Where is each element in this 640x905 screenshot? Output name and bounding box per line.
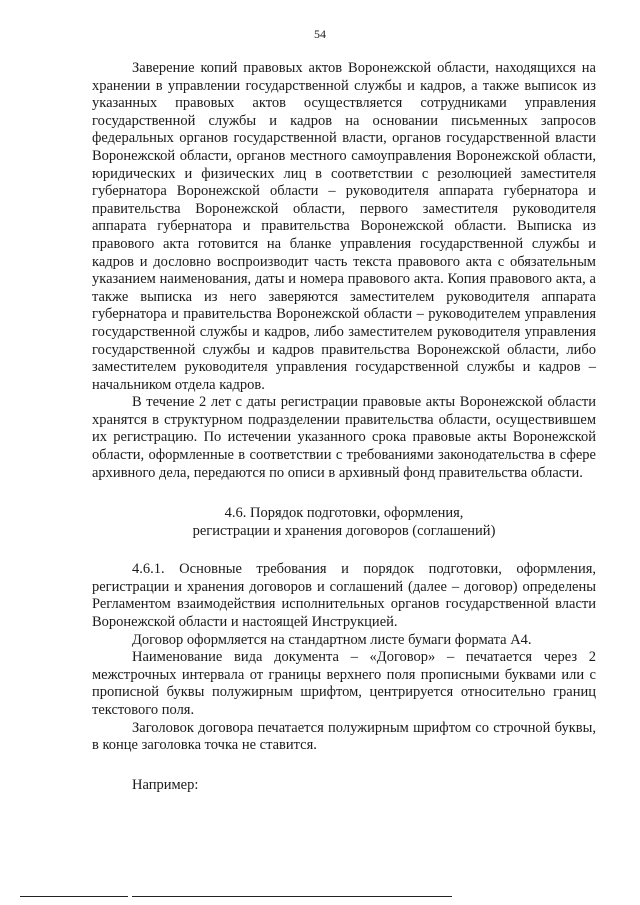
example-label: Например: [132,776,199,793]
page-number: 54 [314,27,326,41]
section-heading-4-6 [92,504,596,540]
footer-rule-right [132,896,452,897]
section-heading-line-2: регистрации и хранения договоров (соглашений) [192,523,496,540]
section-heading-line-1: 4.6. Порядок подготовки, оформления, [224,505,464,522]
footer-rule-left [20,896,128,897]
paragraph-certification-of-copies: Заверение копий правовых актов Воронежской области, находящихся на хранении в управлении государственной службы и кадров, а также выписок из указанных правовых актов осуществляется сотрудниками управления государственной службы и кадров на основании письменных запросов федеральных органов государственной власти, органов государственной власти Воронежской области, органов местного самоуправления Воронежской области, юридических и физических лиц в соответствии с резолюцией заместителя губернатора Воронежской области – руководителя аппарата губернатора и правительства Воронежской области, первого заместителя руководителя аппарата губернатора и правительства Воронежской области. Выписка из правового акта готовится на бланке управления государственной службы и кадров и дословно воспроизводит часть текста правового акта с обязательным указанием наименования, даты и номера правового акта. Копия правового акта, а также выписка из него заверяются заместителем руководителя аппарата губернатора и правительства Воронежской области – руководителем управления государственной службы и кадров, либо заместителем руководителя управления государственной службы и кадров правительства Воронежской области, либо заместителем руководителя управления государственной службы и кадров – начальником отдела кадров. [92,60,596,393]
document-body [92,60,596,794]
paragraph-storage-period: В течение 2 лет с даты регистрации правовые акты Воронежской области хранятся в структурном подразделении правительства области, осуществившем их регистрацию. По истечении указанного срока правовые акты Воронежской области, оформленные в соответствии с требованиями законодательства в сфере архивного дела, передаются по описи в архивный фонд правительства области. [92,394,596,481]
paragraph-document-type-name: Наименование вида документа – «Договор» – печатается через 2 межстрочных интервала от границы верхнего поля прописными буквами или с прописной буквы полужирным шрифтом, центрируется относительно границ текстового поля. [92,649,596,718]
paragraph-paper-format: Договор оформляется на стандартном листе бумаги формата А4. [132,631,532,648]
paragraph-contract-title: Заголовок договора печатается полужирным шрифтом со строчной буквы, в конце заголовка точка не ставится. [92,719,596,754]
paragraph-4-6-1: 4.6.1. Основные требования и порядок подготовки, оформления, регистрации и хранения договоров и соглашений (далее – договор) определены Регламентом взаимодействия исполнительных органов государственной власти Воронежской области и настоящей Инструкцией. [92,561,596,631]
